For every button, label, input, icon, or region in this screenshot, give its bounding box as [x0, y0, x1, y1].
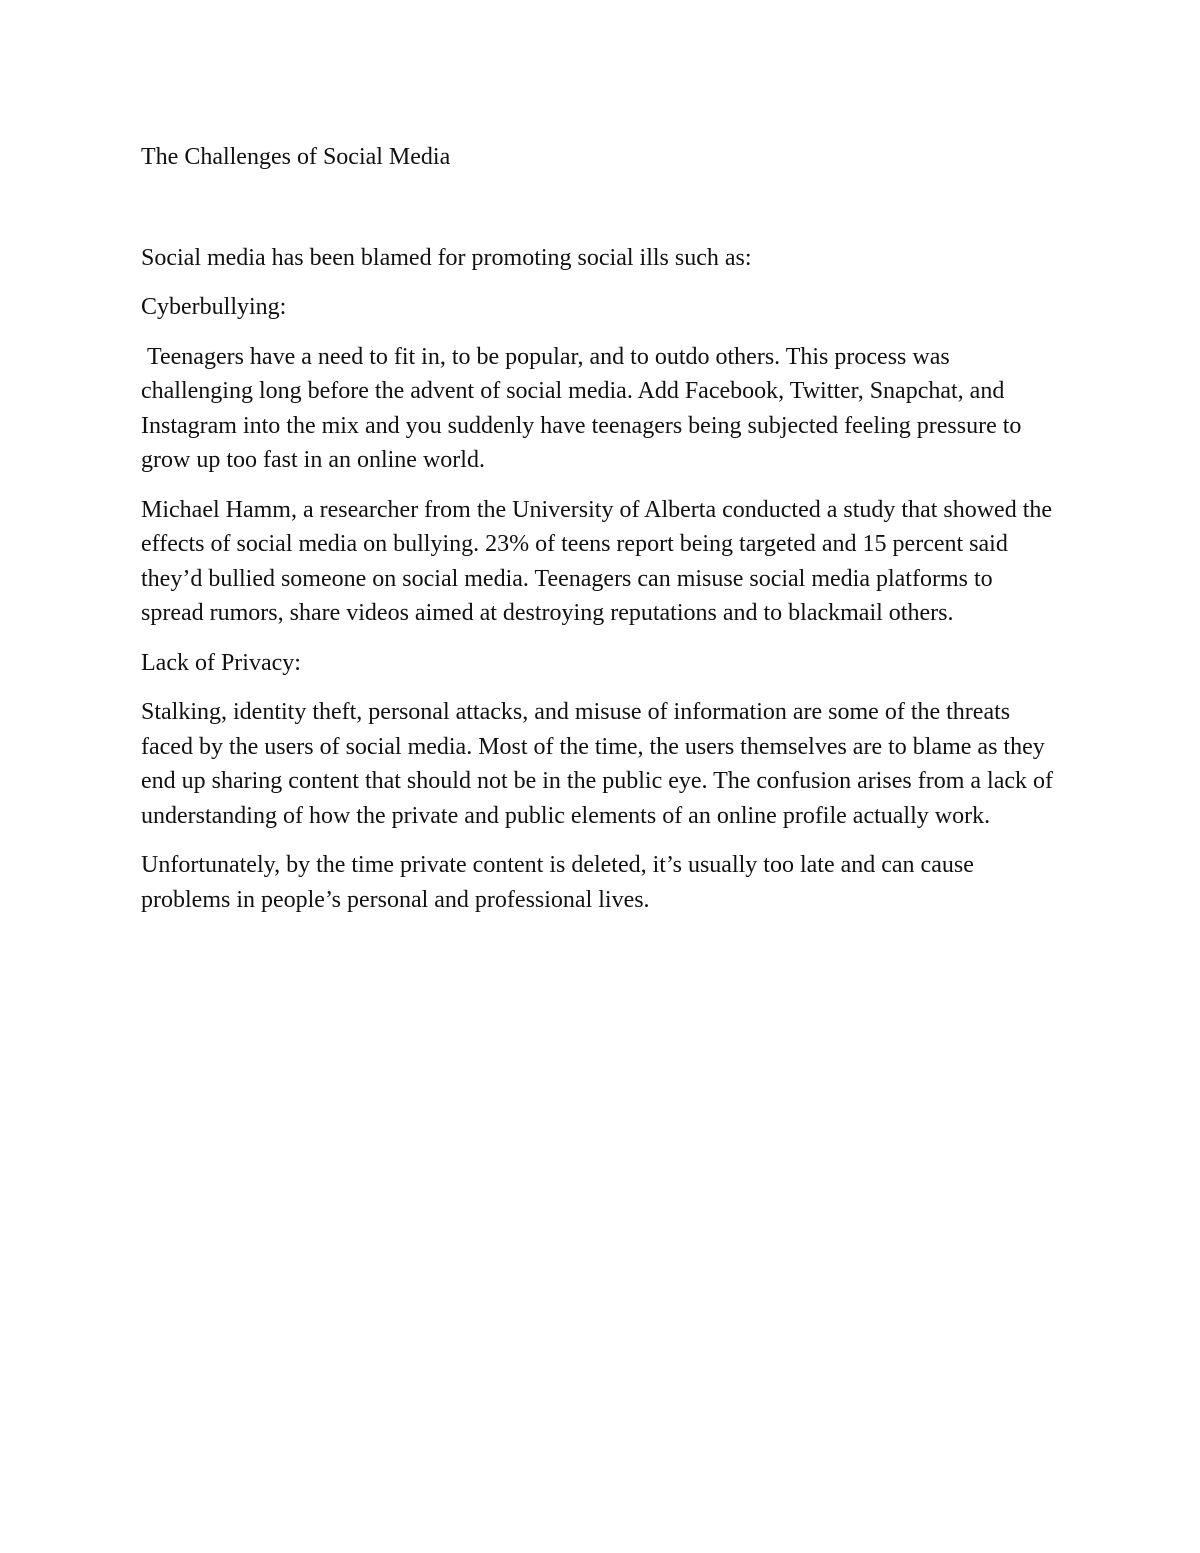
privacy-paragraph-1: Stalking, identity theft, personal attacks, and misuse of information are some of the threats faced by the users of social media. Most of the time, the users themselves are to blame as they end up sharing content that should not be in the public eye. The confusion arises from a lack of understanding of how the private and public elements of an online profile actually work.	[141, 699, 1053, 829]
document-body	[141, 140, 1061, 932]
cyberbullying-paragraph-2: Michael Hamm, a researcher from the University of Alberta conducted a study that showed the effects of social media on bullying. 23% of teens report being targeted and 15 percent said they’d bullied someone on social media. Teenagers can misuse social media platforms to spread rumors, share videos aimed at destroying reputations and to blackmail others.	[141, 496, 1053, 626]
intro-paragraph: Social media has been blamed for promoting social ills such as:	[141, 244, 752, 271]
cyberbullying-heading: Cyberbullying:	[141, 294, 287, 320]
privacy-paragraph-2: Unfortunately, by the time private content is deleted, it’s usually too late and can cause problems in people’s personal and professional lives.	[141, 852, 974, 913]
privacy-heading: Lack of Privacy:	[141, 649, 301, 676]
document-title: The Challenges of Social Media	[141, 144, 451, 170]
cyberbullying-paragraph-1: Teenagers have a need to fit in, to be popular, and to outdo others. This process was challenging long before the advent of social media. Add Facebook, Twitter, Snapchat, and Instagram into the mix and you suddenly have teenagers being subjected feeling pressure to grow up too fast in an online world.	[141, 343, 1028, 473]
